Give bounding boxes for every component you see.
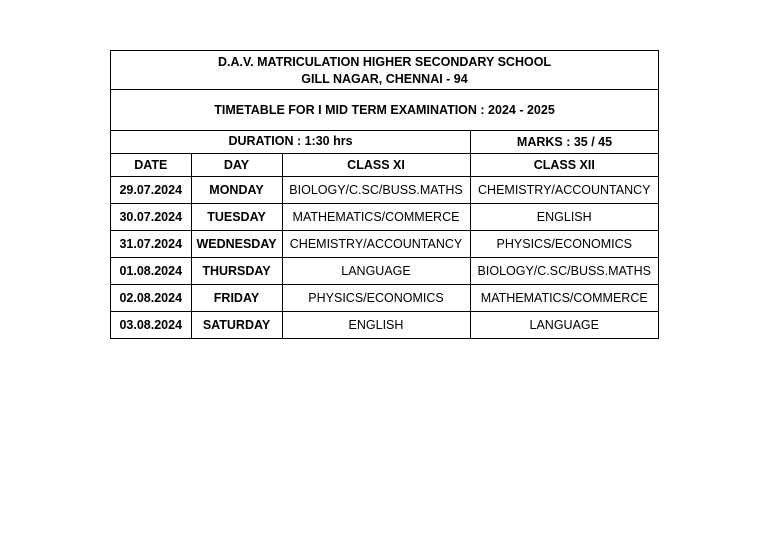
class-xi-subject-cell: PHYSICS/ECONOMICS (282, 285, 470, 312)
table-row (111, 285, 658, 312)
class-xi-subject-cell: CHEMISTRY/ACCOUNTANCY (282, 231, 470, 258)
column-header-date: DATE (111, 154, 191, 177)
table-row (111, 312, 658, 339)
date-cell: 30.07.2024 (111, 204, 191, 231)
column-header-day: DAY (191, 154, 282, 177)
duration-marks-row (111, 131, 658, 154)
table-header-row (111, 154, 658, 177)
class-xii-subject-cell: CHEMISTRY/ACCOUNTANCY (470, 177, 658, 204)
class-xii-subject-cell: ENGLISH (470, 204, 658, 231)
date-cell: 03.08.2024 (111, 312, 191, 339)
column-header-class-xi: CLASS XI (282, 154, 470, 177)
school-address: GILL NAGAR, CHENNAI - 94 (301, 72, 468, 86)
duration-label: DURATION : 1:30 hrs (111, 131, 471, 153)
table-row (111, 258, 658, 285)
class-xi-subject-cell: LANGUAGE (282, 258, 470, 285)
day-cell: THURSDAY (191, 258, 282, 285)
table-row (111, 204, 658, 231)
table-row (111, 177, 658, 204)
school-name: D.A.V. MATRICULATION HIGHER SECONDARY SCHOOL (217, 55, 552, 69)
class-xi-subject-cell: ENGLISH (282, 312, 470, 339)
day-cell: WEDNESDAY (191, 231, 282, 258)
class-xi-subject-cell: MATHEMATICS/COMMERCE (282, 204, 470, 231)
day-cell: MONDAY (191, 177, 282, 204)
date-cell: 01.08.2024 (111, 258, 191, 285)
day-cell: TUESDAY (191, 204, 282, 231)
date-cell: 31.07.2024 (111, 231, 191, 258)
class-xii-subject-cell: LANGUAGE (529, 318, 599, 332)
timetable-sheet (110, 50, 659, 339)
class-xii-subject-cell: MATHEMATICS/COMMERCE (470, 285, 658, 312)
marks-label: MARKS : 35 / 45 (516, 135, 613, 149)
timetable-table (111, 154, 658, 338)
date-cell: 02.08.2024 (111, 285, 191, 312)
class-xii-subject-cell: PHYSICS/ECONOMICS (470, 231, 658, 258)
exam-title: TIMETABLE FOR I MID TERM EXAMINATION : 2024 - 2025 (111, 90, 658, 131)
column-header-class-xii: CLASS XII (470, 154, 658, 177)
school-header (111, 51, 658, 90)
class-xii-subject-cell: BIOLOGY/C.SC/BUSS.MATHS (470, 258, 658, 285)
class-xi-subject-cell: BIOLOGY/C.SC/BUSS.MATHS (282, 177, 470, 204)
table-row (111, 231, 658, 258)
day-cell: FRIDAY (191, 285, 282, 312)
day-cell: SATURDAY (191, 312, 282, 339)
date-cell: 29.07.2024 (111, 177, 191, 204)
